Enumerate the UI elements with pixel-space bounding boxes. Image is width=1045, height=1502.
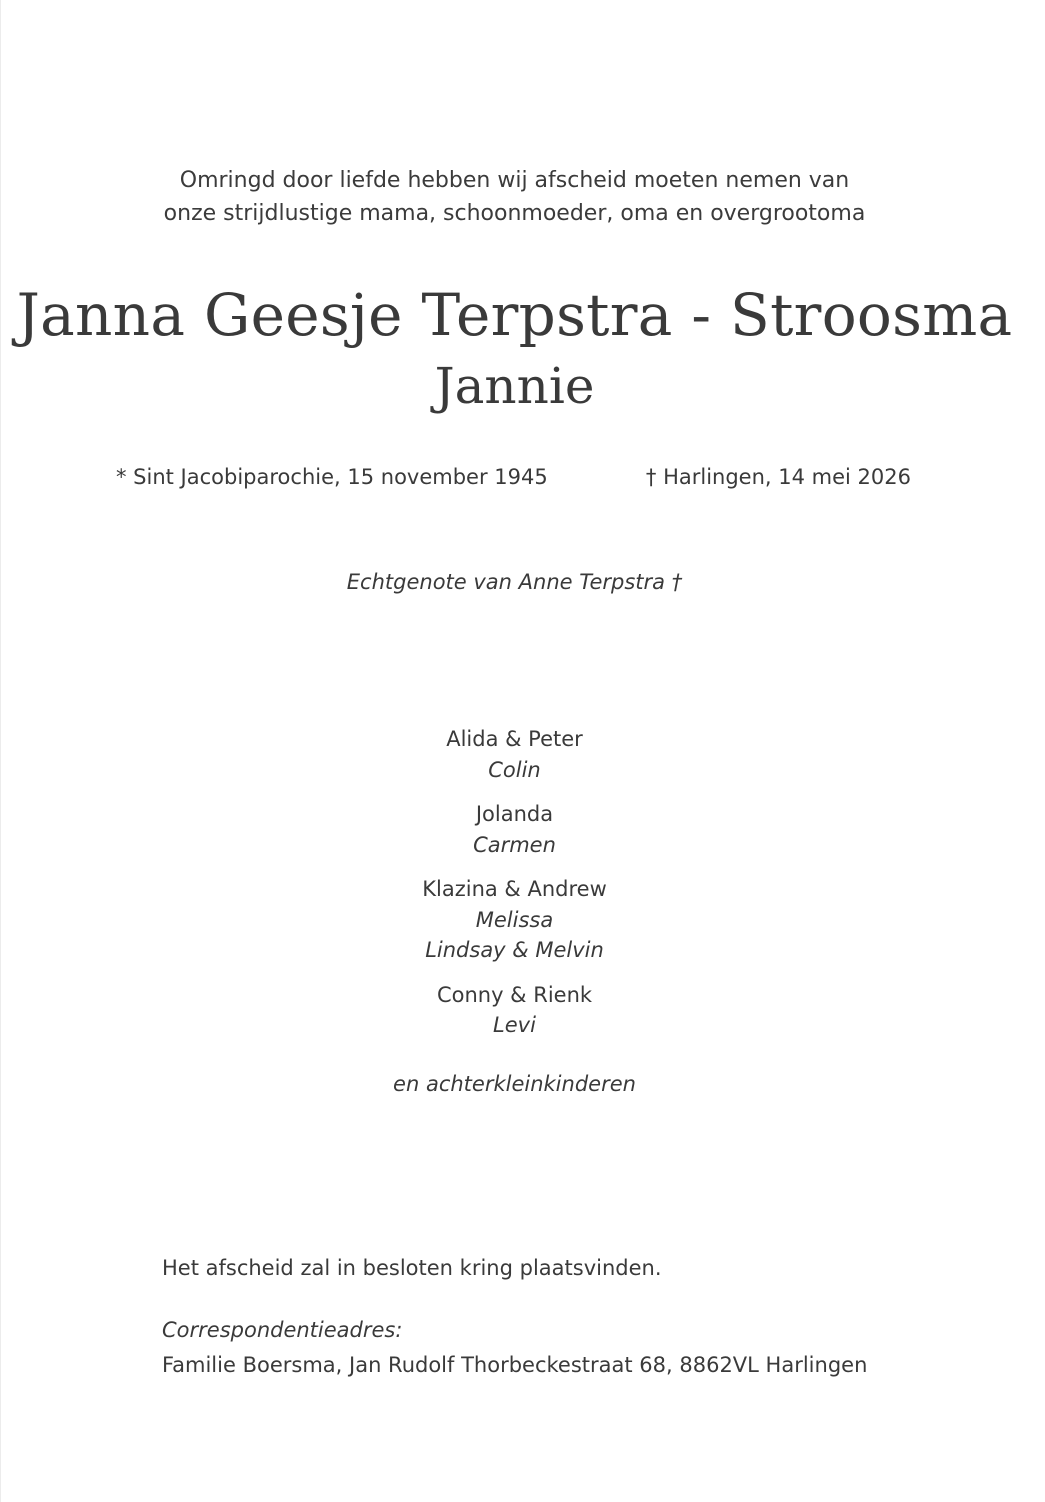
family-child: Levi (493, 1013, 536, 1037)
farewell-notice: Het afscheid zal in besloten kring plaatsvinden. (162, 1256, 662, 1280)
death-info: † Harlingen, 14 mei 2026 (645, 465, 911, 489)
family-parents: Alida & Peter (446, 727, 583, 751)
great-grandchildren-line: en achterkleinkinderen (393, 1072, 636, 1096)
family-child: Colin (488, 757, 541, 782)
family-group (0, 874, 1029, 966)
family-child: Carmen (473, 832, 556, 857)
family-parents: Klazina & Andrew (422, 877, 607, 901)
correspondence-address: Familie Boersma, Jan Rudolf Thorbeckestraat 68, 8862VL Harlingen (162, 1353, 868, 1377)
deceased-full-name: Janna Geesje Terpstra - Stroosma (16, 281, 1013, 349)
family-child: Lindsay & Melvin (425, 938, 604, 962)
spouse-line: Echtgenote van Anne Terpstra † (346, 570, 683, 594)
intro-text (0, 164, 1029, 230)
family-group (0, 724, 1029, 785)
family-child: Melissa (475, 907, 554, 932)
family-list (0, 724, 1029, 1055)
family-parents: Jolanda (475, 802, 554, 826)
intro-line-2: onze strijdlustige mama, schoonmoeder, oma en overgrootoma (163, 201, 866, 226)
family-group (0, 980, 1029, 1041)
family-group (0, 799, 1029, 860)
intro-line-1: Omringd door liefde hebben wij afscheid moeten nemen van (179, 168, 850, 193)
birth-info: * Sint Jacobiparochie, 15 november 1945 (116, 465, 548, 489)
correspondence-label: Correspondentieadres: (162, 1318, 403, 1342)
family-parents: Conny & Rienk (436, 982, 593, 1007)
deceased-nickname: Jannie (434, 357, 595, 415)
